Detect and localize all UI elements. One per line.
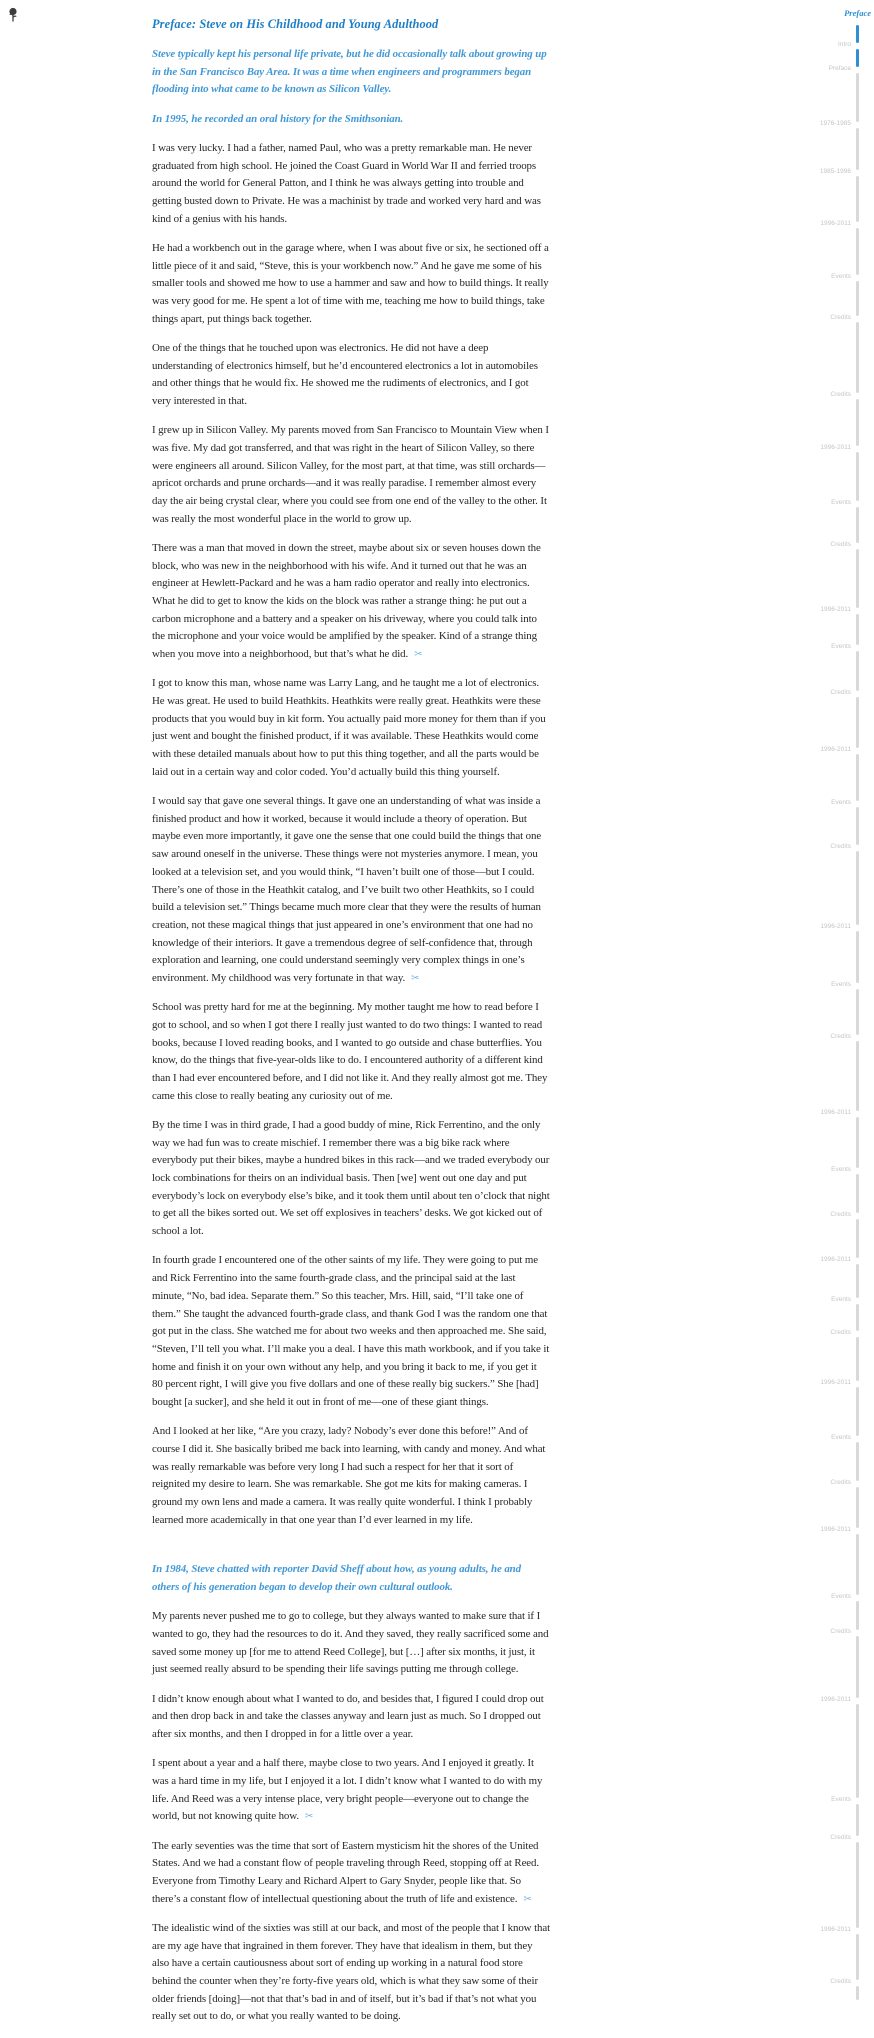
timeline-segment <box>856 1041 859 1111</box>
timeline-segment <box>856 281 859 316</box>
body-paragraph: One of the things that he touched upon was electronics. He did not have a deep understanding of electronics himself, but he’d encountered electronics a lot in automobiles and other things that he would fix. He showed me the rudiments of electronics, and I got very interested in that. <box>152 341 538 407</box>
timeline-marker-1996-2011[interactable]: 1996-2011 <box>820 923 851 930</box>
timeline-marker-1996-2011[interactable]: 1996-2011 <box>820 1256 851 1263</box>
timeline-segment <box>856 228 859 275</box>
timeline-segment <box>856 399 859 446</box>
lede-paragraph: Steve typically kept his personal life private, but he did occasionally talk about growing up in the San Francisco Bay Area. It was a time when engineers and programmers began flooding into what came to be known as Silicon Valley. <box>152 48 547 96</box>
timeline-segment <box>856 73 859 122</box>
timeline-segment <box>856 1804 859 1836</box>
timeline-marker-credits[interactable]: Credits <box>830 689 851 696</box>
timeline-segment <box>856 1601 859 1630</box>
article-body <box>152 46 550 2026</box>
timeline-marker-credits[interactable]: Credits <box>830 314 851 321</box>
timeline-marker-1996-2011[interactable]: 1996-2011 <box>820 1526 851 1533</box>
timeline-segment <box>856 807 859 845</box>
body-paragraph: School was pretty hard for me at the beginning. My mother taught me how to read before I got to school, and so when I got there I really just wanted to do two things: I wanted to read books, because I loved reading books, and I wanted to go outside and chase butterflies. You know, do the things that five-year-olds like to do. I encountered authority of a different kind than I had ever encountered before, and I did not like it. And they really almost got me. They came this close to really beating any curiosity out of me. <box>152 1001 548 1102</box>
timeline-segment <box>856 931 859 983</box>
timeline-segment <box>856 851 859 925</box>
timeline-marker-credits[interactable]: Credits <box>830 1834 851 1841</box>
timeline-segment <box>856 1304 859 1331</box>
timeline-marker-events[interactable]: Events <box>831 1296 851 1303</box>
timeline-marker-events[interactable]: Events <box>831 1796 851 1803</box>
timeline-segment <box>856 1487 859 1528</box>
timeline-marker-events[interactable]: Events <box>831 799 851 806</box>
timeline-marker-1996-2011[interactable]: 1996-2011 <box>820 1379 851 1386</box>
timeline-segment <box>856 25 859 43</box>
timeline-marker-credits[interactable]: Credits <box>830 1329 851 1336</box>
timeline-marker-credits[interactable]: Credits <box>830 541 851 548</box>
body-paragraph: The early seventies was the time that sort of Eastern mysticism hit the shores of the United States. And we had a constant flow of people traveling through Reed, stopping off at Reed. Everyone from Timothy Leary and Richard Alpert to Gary Snyder, people like that. So there’s a constant flow of intellectual questioning about the truth of life and existence. ✂ <box>152 1839 540 1905</box>
timeline-marker-events[interactable]: Events <box>831 273 851 280</box>
body-paragraph: He had a workbench out in the garage where, when I was about five or six, he sectioned off a little piece of it and said, “Steve, this is your workbench now.” And he gave me some of his smaller tools and showed me how to use a hammer and saw and how to build things. It really was very good for me. He spent a lot of time with me, teaching me how to build things, take things apart, put things back together. <box>152 241 549 325</box>
body-paragraph: In fourth grade I encountered one of the other saints of my life. They were going to put me and Rick Ferrentino into the same fourth-grade class, and the principal said at the last minute, “No, bad idea. Separate them.” So this teacher, Mrs. Hill, said, “I’ll take one of them.” She taught the advanced fourth-grade class, and thank God I was the random one that got put in the class. She watched me for about two weeks and then approached me. She said, “Steven, I’ll tell you what. I’ll make you a deal. I have this math workbook, and if you take it home and finish it on your own without any help, and you bring it back to me, if you get it 80 percent right, I will give you five dollars and one of these really big suckers.” She [had] bought [a sucker], and she held it out in front of me—one of these giant things. <box>152 1254 550 1409</box>
timeline-marker-credits[interactable]: Credits <box>830 843 851 850</box>
body-paragraph: I didn’t know enough about what I wanted to do, and besides that, I figured I could drop out and then drop back in and take the classes anyway and learn just as much. So I dropped out after six months, and then I dropped in for a little over a year. <box>152 1692 544 1741</box>
timeline-marker-credits[interactable]: Credits <box>830 1978 851 1985</box>
body-paragraph: My parents never pushed me to go to college, but they always wanted to make sure that if I wanted to go, they had the resources to do it. And they saved, they really sacrificed some and saved some money up [for me to attend Reed College], but […] after six months, it just, it just seemed really absurd to be spending their life savings putting me through college. <box>152 1610 549 1676</box>
timeline-segment <box>856 651 859 691</box>
seedling-logo-icon[interactable] <box>7 7 19 23</box>
timeline-marker-1996-2011[interactable]: 1996-2011 <box>820 1109 851 1116</box>
current-section-label: Preface <box>844 8 871 18</box>
timeline-marker-1996-2011[interactable]: 1996-2011 <box>820 444 851 451</box>
timeline-marker-1976-1985[interactable]: 1976-1985 <box>819 120 851 127</box>
timeline-segment <box>856 1117 859 1168</box>
body-paragraph: I grew up in Silicon Valley. My parents moved from San Francisco to Mountain View when I was five. My dad got transferred, and that was right in the heart of Silicon Valley, so there were engineers all around. Silicon Valley, for the most part, at that time, was still orchards—apricot orchards and prune orchards—and it was really paradise. I remember almost every day the air being crystal clear, where you could see from one end of the valley to the other. It was really the most wonderful place in the world to grow up. <box>152 424 549 525</box>
timeline-segment <box>856 1219 859 1258</box>
seedling-logo-glyph <box>7 7 19 23</box>
timeline-segment <box>856 322 859 393</box>
timeline-segment <box>856 49 859 67</box>
timeline-marker-events[interactable]: Events <box>831 1166 851 1173</box>
cut-icon[interactable]: ✂ <box>301 1811 314 1823</box>
timeline-segment <box>856 1264 859 1298</box>
body-paragraph: I was very lucky. I had a father, named Paul, who was a pretty remarkable man. He never graduated from high school. He joined the Coast Guard in World War II and ferried troops around the world for General Patton, and I think he was always getting into trouble and getting busted down to Private. He was a machinist by trade and worked very hard and was kind of a genius with his hands. <box>152 141 541 225</box>
content-column <box>152 16 550 2038</box>
cut-icon[interactable]: ✂ <box>408 973 420 985</box>
timeline-marker-events[interactable]: Events <box>831 499 851 506</box>
timeline-marker-credits[interactable]: Credits <box>830 391 851 398</box>
body-paragraph: I would say that gave one several things. It gave one an understanding of what was inside a finished product and how it worked, because it would include a theory of operation. But maybe even more importantly, it gave one the sense that one could build the things that one saw around oneself in the universe. These things were not mysteries anymore. I mean, you looked at a television set, and you would think, “I haven’t built one of those—but I could. There’s one of those in the Heathkit catalog, and I’ve built two other Heathkits, so I could build a television set.” Things became much more clear that they were the results of human creation, not these magical things that just appeared in one’s environment that one had no knowledge of their interiors. It gave a tremendous degree of self-confidence that, through exploration and learning, one could understand seemingly very complex things in one’s environment. My childhood was very fortunate in that way. ✂ <box>152 795 542 985</box>
lede-paragraph: In 1984, Steve chatted with reporter David Sheff about how, as young adults, he and others of his generation began to develop their own cultural outlook. <box>152 1563 521 1594</box>
body-paragraph: The idealistic wind of the sixties was still at our back, and most of the people that I know that are my age have that ingrained in them forever. They have that idealism in them, but they also have a certain cautiousness about sort of ending up working in a natural food store behind the counter when they’re forty-five years old, which is what they saw some of their older friends [doing]—not that that’s bad in and of itself, but it’s bad if that’s not what you really set out to do, or what you really wanted to be doing. <box>152 1921 551 2023</box>
timeline-segment <box>856 989 859 1035</box>
timeline-marker-credits[interactable]: Credits <box>830 1628 851 1635</box>
timeline <box>814 0 874 2000</box>
timeline-marker-1996-2011[interactable]: 1996-2011 <box>820 1696 851 1703</box>
timeline-segment <box>856 1636 859 1698</box>
timeline-segment <box>856 452 859 501</box>
body-paragraph: I spent about a year and a half there, maybe close to two years. And I enjoyed it greatly. It was a hard time in my life, but I enjoyed it a lot. I didn’t know what I wanted to do with my life. And Reed was a very intense place, very bright people—everyone out to change the world, but not knowing quite how. ✂ <box>152 1757 543 1823</box>
timeline-marker-intro[interactable]: Intro <box>837 41 851 48</box>
page-title: Preface: Steve on His Childhood and Young Adulthood <box>152 17 439 31</box>
timeline-segment <box>856 1387 859 1436</box>
timeline-marker-preface[interactable]: Preface <box>828 65 851 72</box>
timeline-marker-events[interactable]: Events <box>831 1593 851 1600</box>
timeline-segment <box>856 507 859 543</box>
timeline-segment <box>856 614 859 645</box>
timeline-segment <box>856 1337 859 1381</box>
timeline-marker-1996-2011[interactable]: 1996-2011 <box>820 220 851 227</box>
timeline-segment <box>856 128 859 170</box>
timeline-marker-1996-2011[interactable]: 1996-2011 <box>820 606 851 613</box>
lede-paragraph: In 1995, he recorded an oral history for the Smithsonian. <box>152 112 404 125</box>
body-paragraph: I got to know this man, whose name was Larry Lang, and he taught me a lot of electronics. He was great. He used to build Heathkits. Heathkits were really great. Heathkits were these products that you would buy in kit form. You actually paid more money for them than if you just went and bought the finished product, if it was available. These Heathkits would come with these detailed manuals about how to put this thing together, and all the parts would be laid out in a certain way and color coded. You’d actually build this thing yourself. <box>152 677 546 778</box>
timeline-marker-1985-1996[interactable]: 1985-1996 <box>819 168 851 175</box>
timeline-segment <box>856 1842 859 1928</box>
timeline-segment <box>856 1174 859 1213</box>
body-paragraph: There was a man that moved in down the street, maybe about six or seven houses down the block, who was new in the neighborhood with his wife. And it turned out that he was an engineer at Hewlett-Packard and he was a ham radio operator and really into electronics. What he did to get to know the kids on the block was rather a strange thing: he put out a carbon microphone and a battery and a speaker on his driveway, where you could talk into the microphone and your voice would be amplified by the speaker. Kind of a strange thing when you move into a neighborhood, but that’s what he did. ✂ <box>152 541 541 661</box>
timeline-marker-credits[interactable]: Credits <box>830 1033 851 1040</box>
timeline-segment <box>856 1442 859 1481</box>
timeline-segment <box>856 1986 859 2000</box>
body-paragraph: And I looked at her like, “Are you crazy, lady? Nobody’s ever done this before!” And of course I did it. She basically bribed me back into learning, with candy and money. And what was really remarkable was before very long I had such a respect for her that it sort of reignited my desire to learn. She was remarkable. She got me kits for making cameras. I ground my own lens and made a camera. It was really quite wonderful. I think I probably learned more academically in that one year than I’d ever learned in my life. <box>152 1425 546 1526</box>
timeline-marker-events[interactable]: Events <box>831 981 851 988</box>
timeline-marker-credits[interactable]: Credits <box>830 1479 851 1486</box>
timeline-segment <box>856 1534 859 1595</box>
timeline-segment <box>856 1704 859 1798</box>
cut-icon[interactable]: ✂ <box>520 1893 532 1905</box>
body-paragraph: By the time I was in third grade, I had a good buddy of mine, Rick Ferrentino, and the only way we had fun was to create mischief. I remember there was a big bike rack where everybody put their bikes, maybe a hundred bikes in this rack—and we traded everybody our lock combinations for theirs on an individual basis. Then [we] went out one day and put everybody’s lock on everybody else’s bike, and it took them until about ten o’clock that night to get all the bikes sorted out. We set off explosives in teachers’ desks. We got kicked out of school a lot. <box>152 1118 550 1238</box>
timeline-segment <box>856 754 859 801</box>
timeline-marker-1996-2011[interactable]: 1996-2011 <box>820 1926 851 1933</box>
timeline-marker-credits[interactable]: Credits <box>830 1211 851 1218</box>
timeline-marker-1996-2011[interactable]: 1996-2011 <box>820 746 851 753</box>
timeline-segment <box>856 176 859 222</box>
timeline-marker-events[interactable]: Events <box>831 1434 851 1441</box>
timeline-segment <box>856 697 859 748</box>
timeline-segment <box>856 549 859 608</box>
timeline-segment <box>856 1934 859 1980</box>
timeline-marker-events[interactable]: Events <box>831 643 851 650</box>
cut-icon[interactable]: ✂ <box>411 649 423 661</box>
